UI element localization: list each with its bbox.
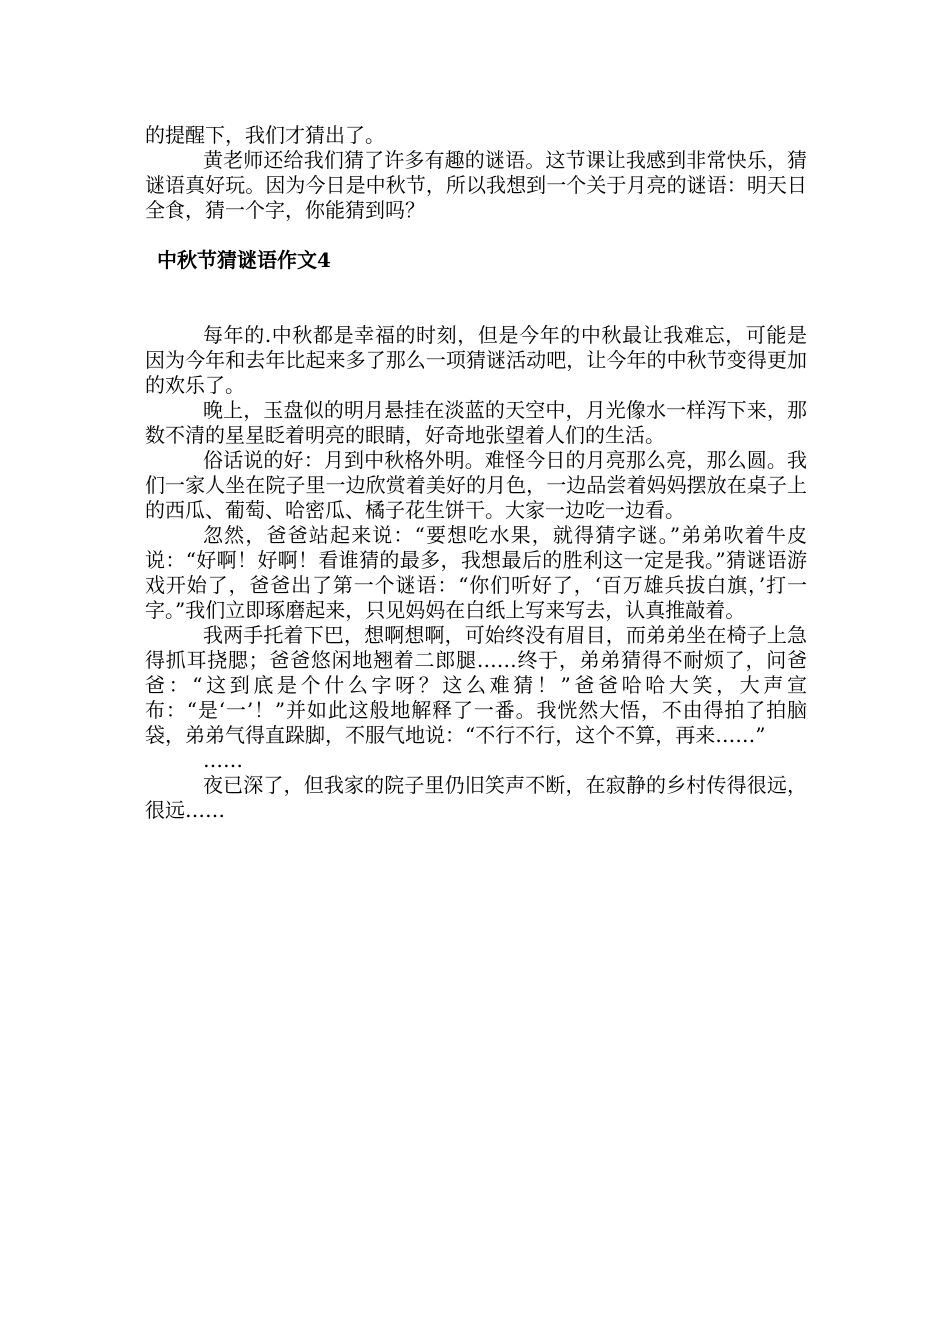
- paragraph-riddle-game: 忽然，爸爸站起来说：“要想吃水果，就得猜字谜。”弟弟吹着牛皮说：“好啊！好啊！看谁猜的最多，我想最后的胜利这一定是我。”猜谜语游戏开始了，爸爸出了第一个谜语：“你们听好了，‘百万雄兵拔白旗，’打一字。”我们立即琢磨起来，只见妈妈在白纸上写来写去，认真推敲着。: [145, 523, 807, 622]
- paragraph-night: 夜已深了，但我家的院子里仍旧笑声不断，在寂静的乡村传得很远，很远……: [145, 773, 807, 822]
- paragraph-riddle-class: 黄老师还给我们猜了许多有趣的谜语。这节课让我感到非常快乐，猜谜语真好玩。因为今日是中秋节，所以我想到一个关于月亮的谜语：明天日全食，猜一个字，你能猜到吗？: [145, 148, 807, 222]
- spacer: [145, 223, 807, 248]
- paragraph-guessing: 我两手托着下巴，想啊想啊，可始终没有眉目，而弟弟坐在椅子上急得抓耳挠腮；爸爸悠闲地翘着二郎腿……终于，弟弟猜得不耐烦了，问爸爸：“这到底是个什么字呀？这么难猜！”爸爸哈哈大笑，大声宣布：“是‘一’！”并如此这般地解释了一番。我恍然大悟，不由得拍了拍脑袋，弟弟气得直跺脚，不服气地说：“不行不行，这个不算，再来……”: [145, 623, 807, 747]
- paragraph-evening: 晚上，玉盘似的明月悬挂在淡蓝的天空中，月光像水一样泻下来，那数不清的星星眨着明亮的眼睛，好奇地张望着人们的生活。: [145, 398, 807, 447]
- section-title: 中秋节猜谜语作文4: [157, 248, 331, 272]
- paragraph-ellipsis: ……: [203, 748, 243, 772]
- spacer: [145, 273, 807, 323]
- document-page: [145, 123, 807, 823]
- paragraph-family: 俗话说的好：月到中秋格外明。难怪今日的月亮那么亮，那么圆。我们一家人坐在院子里一边欣赏着美好的月色，一边品尝着妈妈摆放在桌子上的西瓜、葡萄、哈密瓜、橘子花生饼干。大家一边吃一边看。: [145, 448, 807, 522]
- paragraph-intro: 每年的.中秋都是幸福的时刻，但是今年的中秋最让我难忘，可能是因为今年和去年比起来多了那么一项猜谜活动吧，让今年的中秋节变得更加的欢乐了。: [145, 323, 807, 397]
- paragraph-continued: 的提醒下，我们才猜出了。: [145, 123, 385, 147]
